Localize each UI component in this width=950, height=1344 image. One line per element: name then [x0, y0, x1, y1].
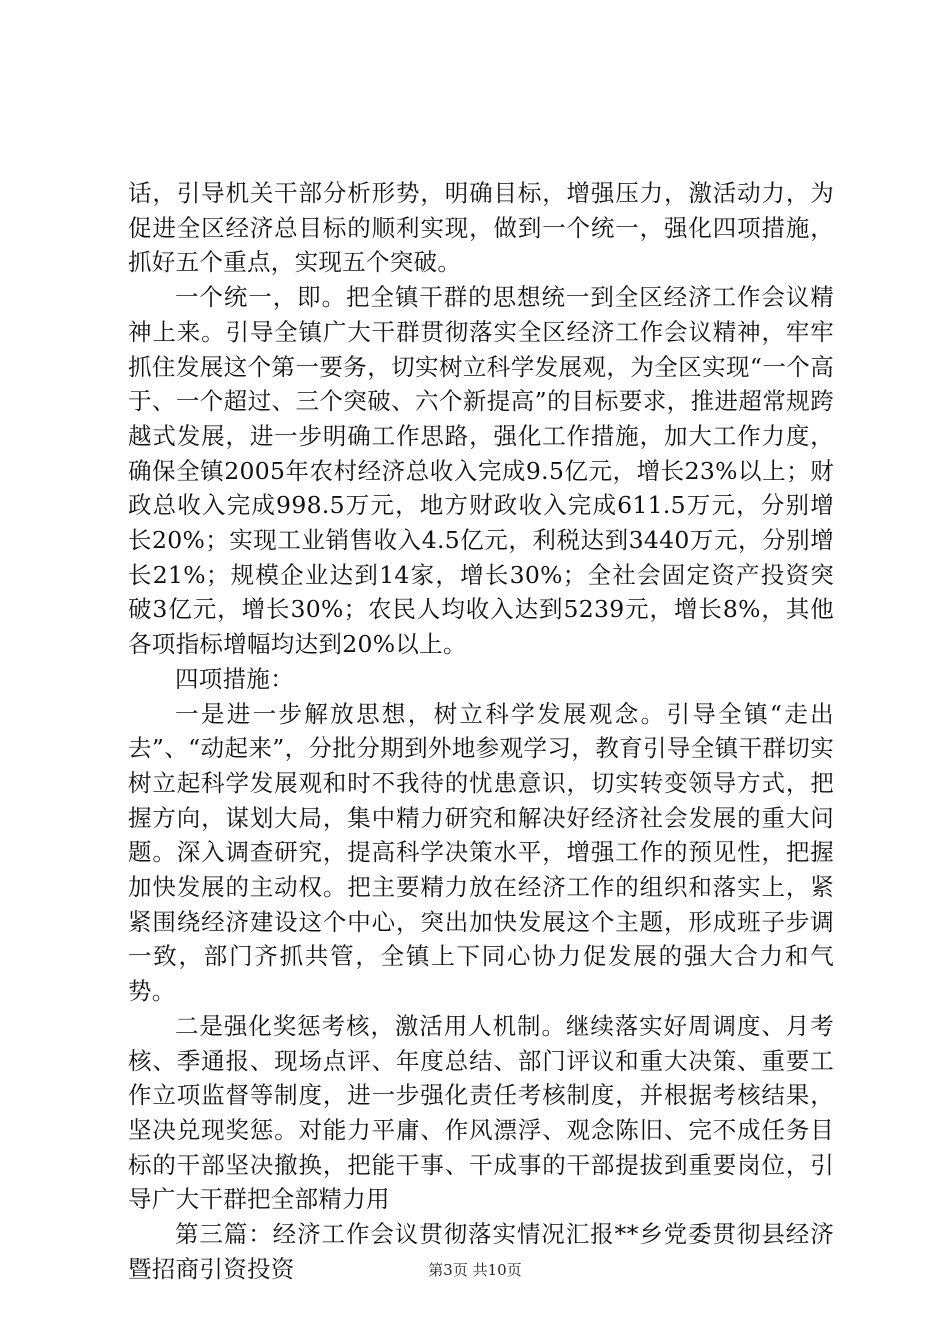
- paragraph-four-measures-heading: 四项措施：: [175, 664, 294, 693]
- paragraph-third-article-title: 第三篇：经济工作会议贯彻落实情况汇报**乡党委贯彻县经济暨招商引资投资: [128, 1220, 834, 1283]
- page-number-footer: 第3页 共10页: [428, 1261, 522, 1279]
- paragraph-continuation: 话，引导机关干部分析形势，明确目标，增强压力，激活动力，为促进全区经济总目标的顺利实现，做到一个统一，强化四项措施，抓好五个重点，实现五个突破。: [128, 179, 834, 277]
- paragraph-measure-one: 一是进一步解放思想，树立科学发展观念。引导全镇“走出去”、“动起来”，分批分期到外地参观学习，教育引导全镇干群切实树立起科学发展观和时不我待的忧患意识，切实转变领导方式，把握方向，谋划大局，集中精力研究和解决好经济社会发展的重大问题。深入调查研究，提高科学决策水平，增强工作的预见性，把握加快发展的主动权。把主要精力放在经济工作的组织和落实上，紧紧围绕经济建设这个中心，突出加快发展这个主题，形成班子步调一致，部门齐抓共管，全镇上下同心协力促发展的强大合力和气势。: [128, 699, 834, 1006]
- paragraph-one-unification: 一个统一，即。把全镇干群的思想统一到全区经济工作会议精神上来。引导全镇广大干群贯彻落实全区经济工作会议精神，牢牢抓住发展这个第一要务，切实树立科学发展观，为全区实现“一个高于、一个超过、三个突破、六个新提高”的目标要求，推进超常规跨越式发展，进一步明确工作思路，强化工作措施，加大工作力度，确保全镇2005年农村经济总收入完成9.5亿元，增长23%以上；财政总收入完成998.5万元，地方财政收入完成611.5万元，分别增长20%；实现工业销售收入4.5亿元，利税达到3440万元，分别增长21%；规模企业达到14家，增长30%；全社会固定资产投资突破3亿元，增长30%；农民人均收入达到5239元，增长8%，其他各项指标增幅均达到20%以上。: [128, 283, 834, 659]
- document-body: [128, 176, 834, 1287]
- paragraph-measure-two: 二是强化奖惩考核，激活用人机制。继续落实好周调度、月考核、季通报、现场点评、年度总结、部门评议和重大决策、重要工作立项监督等制度，进一步强化责任考核制度，并根据考核结果，坚决兑现奖惩。对能力平庸、作风漂浮、观念陈旧、完不成任务目标的干部坚决撤换，把能干事、干成事的干部提拔到重要岗位，引导广大干群把全部精力用: [128, 1011, 834, 1214]
